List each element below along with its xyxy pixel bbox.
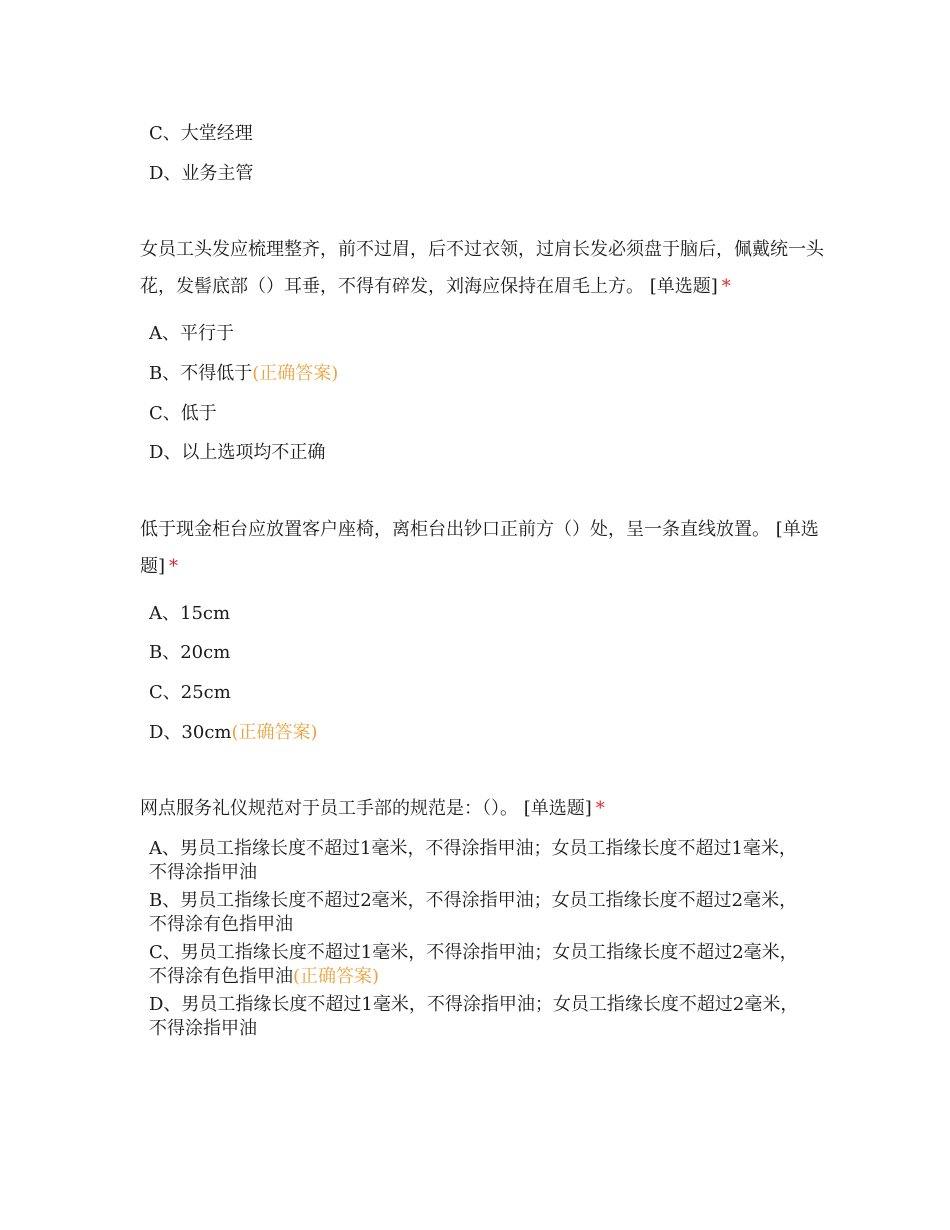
option-text: B、20cm — [149, 642, 231, 663]
option-q2-c — [149, 681, 231, 705]
option-q1-b — [149, 362, 338, 386]
option-text: B、男员工指缘长度不超过2毫米，不得涂指甲油；女员工指缘长度不超过2毫米，不得涂有色指甲油 — [149, 890, 798, 935]
required-mark: * — [169, 556, 179, 577]
option-q0-d — [149, 162, 253, 186]
option-q3-a — [149, 837, 809, 885]
option-q3-c — [149, 941, 809, 989]
option-q3-d — [149, 993, 809, 1041]
question-2-stem — [140, 511, 830, 585]
option-q2-b — [149, 641, 230, 665]
option-text: B、不得低于 — [149, 363, 253, 384]
required-mark: * — [721, 276, 731, 297]
option-q0-c — [149, 122, 253, 146]
correct-answer-label: (正确答案) — [252, 363, 339, 384]
option-text: A、平行于 — [149, 323, 234, 344]
question-text: 网点服务礼仪规范对于员工手部的规范是：（）。 — [140, 798, 518, 819]
correct-answer-label: (正确答案) — [293, 966, 380, 987]
question-type-tag: [单选题] — [140, 519, 819, 577]
option-text: C、大堂经理 — [149, 123, 253, 144]
correct-answer-label: (正确答案) — [231, 722, 318, 743]
option-text: C、男员工指缘长度不超过1毫米，不得涂指甲油；女员工指缘长度不超过2毫米，不得涂有色指甲油 — [149, 942, 798, 987]
question-type-tag: [单选题] — [649, 276, 718, 297]
question-text: 低于现金柜台应放置客户座椅，离柜台出钞口正前方（）处，呈一条直线放置。 — [140, 519, 770, 540]
question-3-stem — [140, 790, 830, 827]
option-text: D、30cm — [149, 722, 232, 743]
option-q3-b — [149, 889, 809, 937]
option-text: D、男员工指缘长度不超过1毫米，不得涂指甲油；女员工指缘长度不超过2毫米，不得涂指甲油 — [149, 994, 799, 1039]
question-1-stem — [140, 231, 830, 305]
option-q2-a — [149, 602, 230, 626]
option-text: A、15cm — [149, 603, 231, 624]
option-text: C、低于 — [149, 403, 217, 424]
option-text: D、以上选项均不正确 — [149, 442, 326, 463]
question-type-tag: [单选题] — [523, 798, 592, 819]
option-q1-a — [149, 322, 234, 346]
option-text: C、25cm — [149, 682, 231, 703]
option-q2-d — [149, 721, 318, 745]
option-q1-d — [149, 441, 325, 465]
question-text: 女员工头发应梳理整齐，前不过眉，后不过衣领，过肩长发必须盘于脑后，佩戴统一头花，发髻底部（）耳垂，不得有碎发，刘海应保持在眉毛上方。 — [140, 239, 824, 297]
option-text: D、业务主管 — [149, 163, 254, 184]
option-text: A、男员工指缘长度不超过1毫米，不得涂指甲油；女员工指缘长度不超过1毫米，不得涂指甲油 — [149, 838, 797, 883]
option-q1-c — [149, 402, 217, 426]
required-mark: * — [595, 798, 605, 819]
